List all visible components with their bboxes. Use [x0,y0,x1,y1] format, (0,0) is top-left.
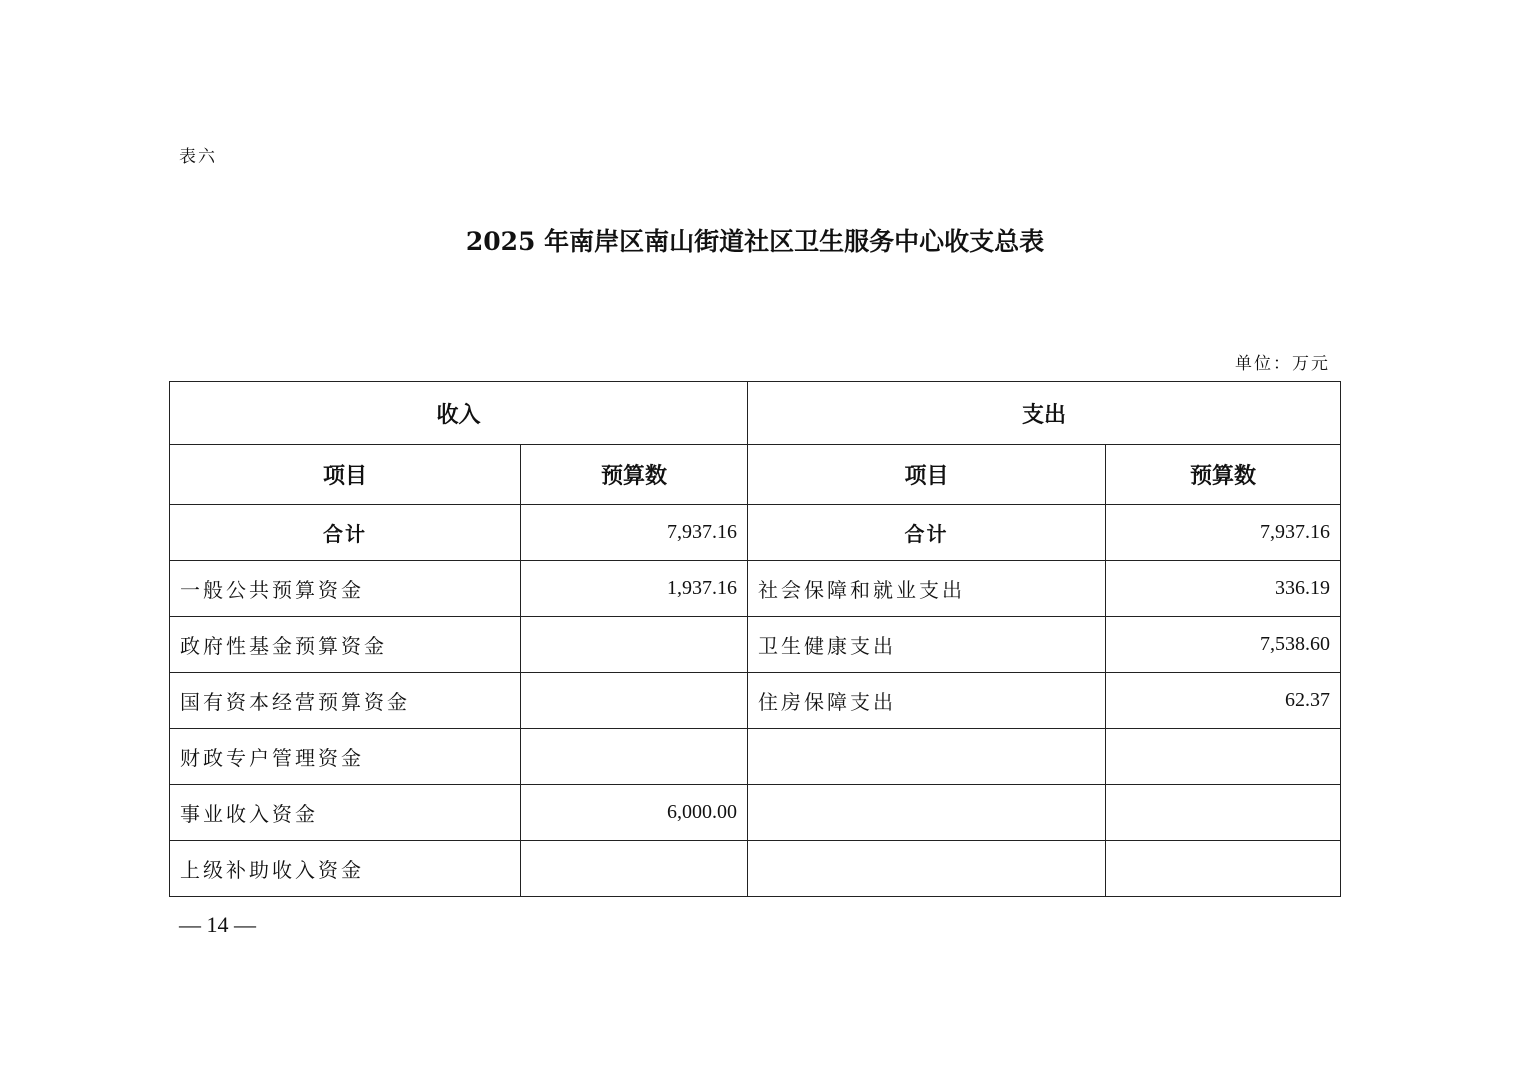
expense-item: 社会保障和就业支出 [748,561,1106,617]
expense-item-header: 项目 [748,445,1106,505]
budget-summary-table [169,381,1341,897]
expense-item [748,841,1106,897]
expense-value [1106,841,1341,897]
income-group-header: 收入 [170,382,748,445]
expense-value [1106,729,1341,785]
income-item: 财政专户管理资金 [170,729,521,785]
table-row [170,729,1341,785]
income-value [521,729,748,785]
expense-group-header: 支出 [748,382,1341,445]
table-number-label: 表六 [179,147,217,167]
income-value [521,617,748,673]
table-row [170,561,1341,617]
table-row [170,841,1341,897]
expense-value: 7,538.60 [1106,617,1341,673]
income-item: 事业收入资金 [170,785,521,841]
expense-total-label: 合计 [748,505,1106,561]
income-item: 上级补助收入资金 [170,841,521,897]
group-header-row [170,382,1341,445]
column-header-row [170,445,1341,505]
page-number: — 14 — [179,912,256,937]
total-row [170,505,1341,561]
income-item: 国有资本经营预算资金 [170,673,521,729]
table-row [170,617,1341,673]
expense-value [1106,785,1341,841]
income-value [521,841,748,897]
table-row [170,673,1341,729]
income-total-label: 合计 [170,505,521,561]
unit-label: 单位：万元 [1235,354,1330,374]
income-budget-header: 预算数 [521,445,748,505]
document-title: 2025 年南岸区南山街道社区卫生服务中心收支总表 [465,227,1045,256]
income-value: 6,000.00 [521,785,748,841]
expense-budget-header: 预算数 [1106,445,1341,505]
income-item-header: 项目 [170,445,521,505]
table-row [170,785,1341,841]
income-value: 1,937.16 [521,561,748,617]
expense-value: 336.19 [1106,561,1341,617]
income-item: 政府性基金预算资金 [170,617,521,673]
expense-item [748,729,1106,785]
expense-item [748,785,1106,841]
expense-item: 卫生健康支出 [748,617,1106,673]
income-total-value: 7,937.16 [521,505,748,561]
expense-total-value: 7,937.16 [1106,505,1341,561]
income-item: 一般公共预算资金 [170,561,521,617]
expense-item: 住房保障支出 [748,673,1106,729]
expense-value: 62.37 [1106,673,1341,729]
income-value [521,673,748,729]
